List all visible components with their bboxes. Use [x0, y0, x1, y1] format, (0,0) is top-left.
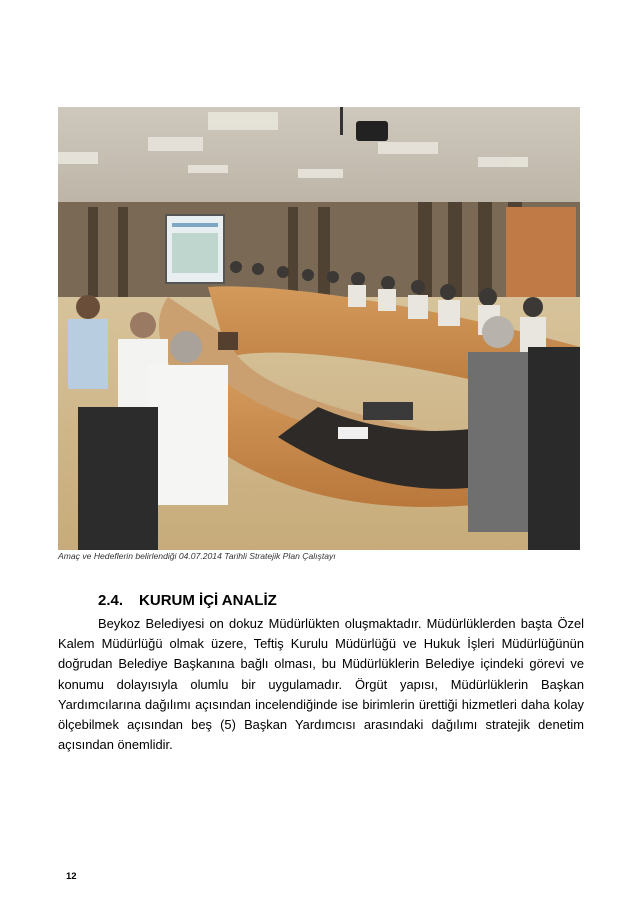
photo-caption: Amaç ve Hedeflerin belirlendiği 04.07.2014 Tarihli Stratejik Plan Çalıştayı	[58, 551, 336, 561]
section-number: 2.4.	[98, 592, 124, 609]
section-heading	[98, 592, 277, 609]
conference-room-photo	[58, 107, 580, 550]
section-title: KURUM İÇİ ANALİZ	[139, 592, 277, 609]
body-paragraph: Beykoz Belediyesi on dokuz Müdürlükten oluşmaktadır. Müdürlüklerden başta Özel Kalem Müdürlüğü olmak üzere, Teftiş Kurulu Müdürlüğü ve Hukuk İşleri Müdürlüğünün doğrudan Belediye Başkanına bağlı olması, bu Müdürlüklerin Belediye içindeki görevi ve konumu dolayısıyla olumlu bir uygulamadır. Örgüt yapısı, Müdürlüklerin Başkan Yardımcılarına dağılımı açısından incelendiğinde ise birimlerin ürettiği hizmetleri daha kolay ölçebilmek açısından beş (5) Başkan Yardımcısı arasındaki dağılımı stratejik denetim açısından önemlidir.	[58, 616, 584, 753]
page-number: 12	[66, 871, 77, 882]
